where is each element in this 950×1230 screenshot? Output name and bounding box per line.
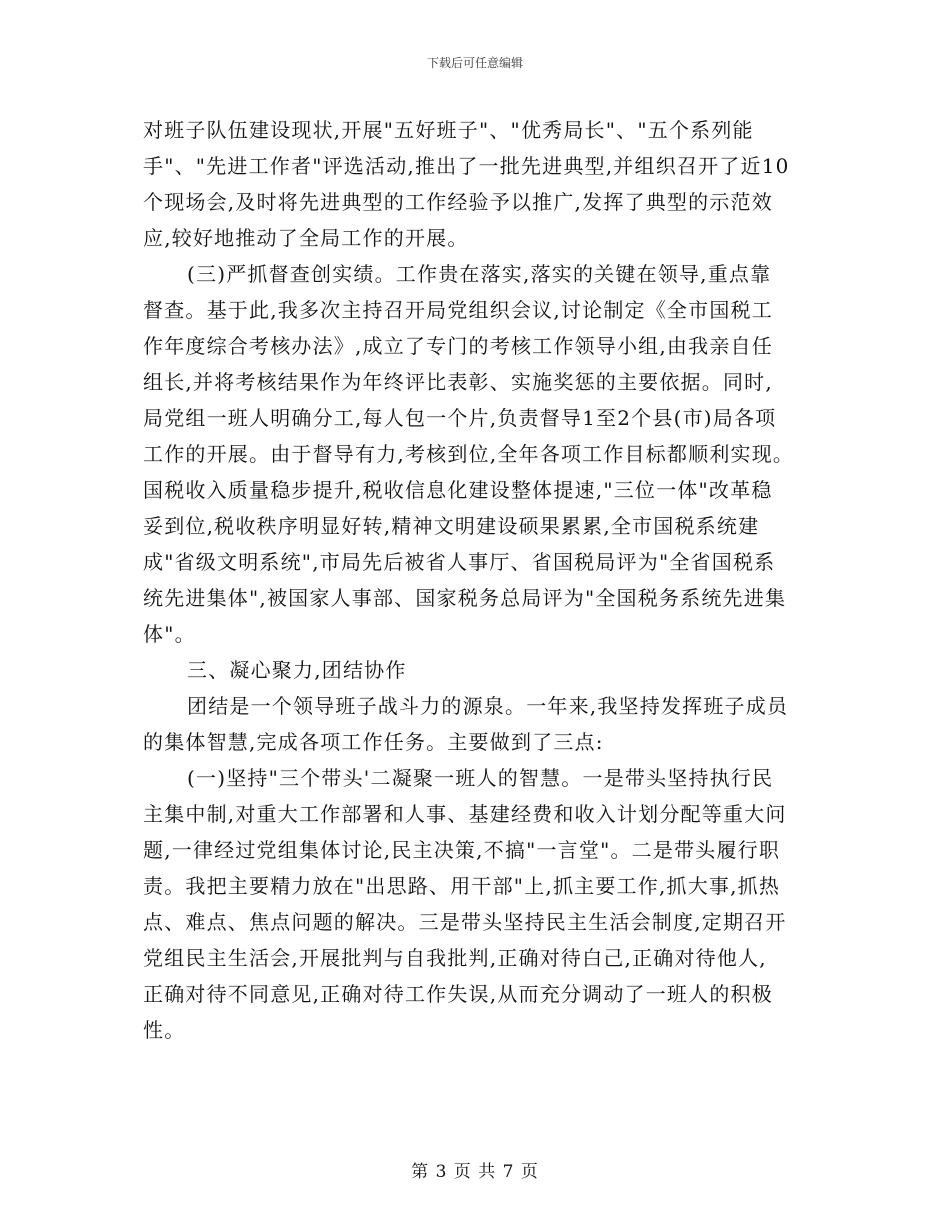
text-line: 工作的开展。由于督导有力,考核到位,全年各项工作目标都顺利实现。 <box>143 442 795 466</box>
text-line: 正确对待不同意见,正确对待工作失误,从而充分调动了一班人的积极 <box>143 982 773 1006</box>
text-line: 的集体智慧,完成各项工作任务。主要做到了三点: <box>143 730 604 754</box>
text-line: 督查。基于此,我多次主持召开局党组织会议,讨论制定《全市国税工 <box>143 298 773 322</box>
text-line: 点、难点、焦点问题的解决。三是带头坚持民主生活会制度,定期召开 <box>143 910 787 934</box>
document-body <box>143 112 815 1048</box>
text-line: (三)严抓督查创实绩。工作贵在落实,落实的关键在领导,重点靠 <box>187 262 772 286</box>
text-line: 党组民主生活会,开展批判与自我批判,正确对待白己,正确对待他人, <box>143 946 767 970</box>
text-line: 手"、"先进工作者"评选活动,推出了一批先进典型,并组织召开了近10 <box>143 154 790 178</box>
text-line: 责。我把主要精力放在"出思路、用干部"上,抓主要工作,抓大事,抓热 <box>143 874 781 898</box>
page-number-footer: 第 3 页 共 7 页 <box>411 1162 539 1182</box>
text-line: 组长,并将考核结果作为年终评比表彰、实施奖惩的主要依据。同时, <box>143 370 773 394</box>
text-line: 个现场会,及时将先进典型的工作经验予以推广,发挥了典型的示范效 <box>143 190 773 214</box>
text-line: 性。 <box>143 1018 186 1042</box>
text-line: 国税收入质量稳步提升,税收信息化建设整体提速,"三位一体"改革稳 <box>143 478 773 502</box>
text-line: 妥到位,税收秩序明显好转,精神文明建设硕果累累,全市国税系统建 <box>143 514 760 538</box>
text-line: 主集中制,对重大工作部署和人事、基建经费和收入计划分配等重大问 <box>143 802 787 826</box>
text-line: (一)坚持"三个带头'二凝聚一班人的智慧。一是带头坚持执行民 <box>187 766 774 790</box>
text-line: 作年度综合考核办法》,成立了专门的考核工作领导小组,由我亲自任 <box>143 334 773 358</box>
text-line: 体"。 <box>143 622 196 646</box>
text-line: 团结是一个领导班子战斗力的源泉。一年来,我坚持发挥班子成员 <box>187 694 789 718</box>
text-line: 成"省级文明系统",市局先后被省人事厅、省国税局评为"全省国税系 <box>143 550 776 574</box>
text-line: 统先进集体",被国家人事部、国家税务总局评为"全国税务系统先进集 <box>143 586 787 610</box>
text-line: 题,一律经过党组集体讨论,民主决策,不搞"一言堂"。二是带头履行职 <box>143 838 781 862</box>
text-line: 应,较好地推动了全局工作的开展。 <box>143 226 469 250</box>
text-line: 三、凝心聚力,团结协作 <box>187 658 407 682</box>
text-line: 对班子队伍建设现状,开展"五好班子"、"优秀局长"、"五个系列能 <box>143 118 754 142</box>
text-line: 局党组一班人明确分工,每人包一个片,负责督导1至2个县(市)局各项 <box>143 406 777 430</box>
page-header: 下载后可任意编辑 <box>426 56 523 70</box>
